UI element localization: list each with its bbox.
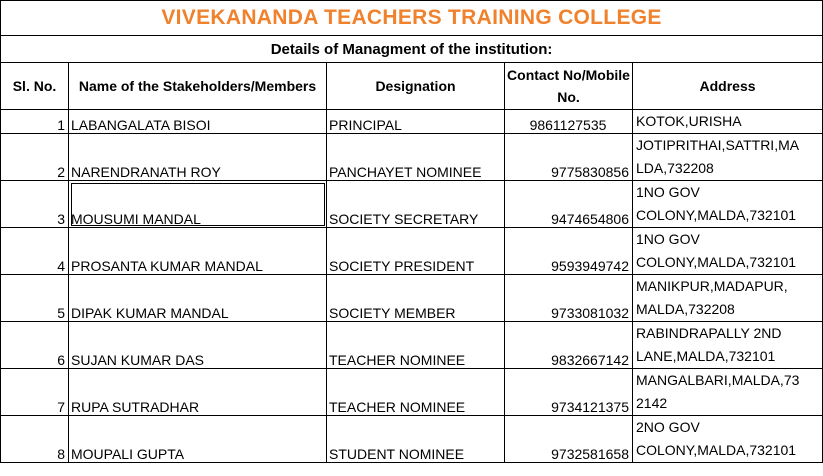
cell-designation[interactable]: PRINCIPAL — [327, 110, 505, 134]
table-row — [1, 134, 823, 181]
cell-contact[interactable]: 9861127535 — [505, 110, 633, 134]
cell-address[interactable]: 1NO GOV COLONY,MALDA,732101 — [633, 181, 823, 228]
cell-sl-no[interactable]: 3 — [1, 181, 69, 228]
cell-designation[interactable]: STUDENT NOMINEE — [327, 416, 505, 463]
college-title[interactable]: VIVEKANANDA TEACHERS TRAINING COLLEGE — [1, 1, 823, 36]
table-row — [1, 181, 823, 228]
cell-designation[interactable]: TEACHER NOMINEE — [327, 322, 505, 369]
cell-designation[interactable]: PANCHAYET NOMINEE — [327, 134, 505, 181]
cell-name-selected[interactable]: MOUSUMI MANDAL — [69, 181, 327, 228]
cell-sl-no[interactable]: 5 — [1, 275, 69, 322]
cell-designation[interactable]: SOCIETY SECRETARY — [327, 181, 505, 228]
cell-sl-no[interactable]: 6 — [1, 322, 69, 369]
table-subtitle[interactable]: Details of Managment of the institution: — [1, 36, 823, 63]
cell-sl-no[interactable]: 1 — [1, 110, 69, 134]
cell-designation[interactable]: SOCIETY MEMBER — [327, 275, 505, 322]
header-name[interactable]: Name of the Stakeholders/Members — [69, 63, 327, 110]
cell-contact[interactable]: 9734121375 — [505, 369, 633, 416]
cell-designation[interactable]: TEACHER NOMINEE — [327, 369, 505, 416]
header-row — [1, 63, 823, 110]
header-contact[interactable]: Contact No/Mobile No. — [505, 63, 633, 110]
table-row — [1, 416, 823, 463]
cell-address[interactable]: RABINDRAPALLY 2ND LANE,MALDA,732101 — [633, 322, 823, 369]
cell-contact[interactable]: 9732581658 — [505, 416, 633, 463]
cell-name[interactable]: LABANGALATA BISOI — [69, 110, 327, 134]
cell-address[interactable]: MANIKPUR,MADAPUR, MALDA,732208 — [633, 275, 823, 322]
cell-sl-no[interactable]: 7 — [1, 369, 69, 416]
cell-designation[interactable]: SOCIETY PRESIDENT — [327, 228, 505, 275]
header-address[interactable]: Address — [633, 63, 823, 110]
header-sl-no[interactable]: Sl. No. — [1, 63, 69, 110]
cell-contact[interactable]: 9832667142 — [505, 322, 633, 369]
cell-name[interactable]: NARENDRANATH ROY — [69, 134, 327, 181]
cell-contact[interactable]: 9733081032 — [505, 275, 633, 322]
cell-sl-no[interactable]: 2 — [1, 134, 69, 181]
table-row — [1, 275, 823, 322]
cell-address[interactable]: JOTIPRITHAI,SATTRI,MA LDA,732208 — [633, 134, 823, 181]
cell-contact[interactable]: 9593949742 — [505, 228, 633, 275]
cell-address[interactable]: 2NO GOV COLONY,MALDA,732101 — [633, 416, 823, 463]
cell-name[interactable]: SUJAN KUMAR DAS — [69, 322, 327, 369]
cell-name[interactable]: DIPAK KUMAR MANDAL — [69, 275, 327, 322]
cell-address[interactable]: KOTOK,URISHA — [633, 110, 823, 134]
cell-address[interactable]: 1NO GOV COLONY,MALDA,732101 — [633, 228, 823, 275]
cell-name[interactable]: RUPA SUTRADHAR — [69, 369, 327, 416]
cell-contact[interactable]: 9474654806 — [505, 181, 633, 228]
cell-address[interactable]: MANGALBARI,MALDA,73 2142 — [633, 369, 823, 416]
header-designation[interactable]: Designation — [327, 63, 505, 110]
cell-sl-no[interactable]: 8 — [1, 416, 69, 463]
cell-name[interactable]: MOUPALI GUPTA — [69, 416, 327, 463]
table-row — [1, 369, 823, 416]
cell-contact[interactable]: 9775830856 — [505, 134, 633, 181]
cell-sl-no[interactable]: 4 — [1, 228, 69, 275]
table-row — [1, 110, 823, 134]
cell-name[interactable]: PROSANTA KUMAR MANDAL — [69, 228, 327, 275]
table-row — [1, 322, 823, 369]
table-row — [1, 228, 823, 275]
